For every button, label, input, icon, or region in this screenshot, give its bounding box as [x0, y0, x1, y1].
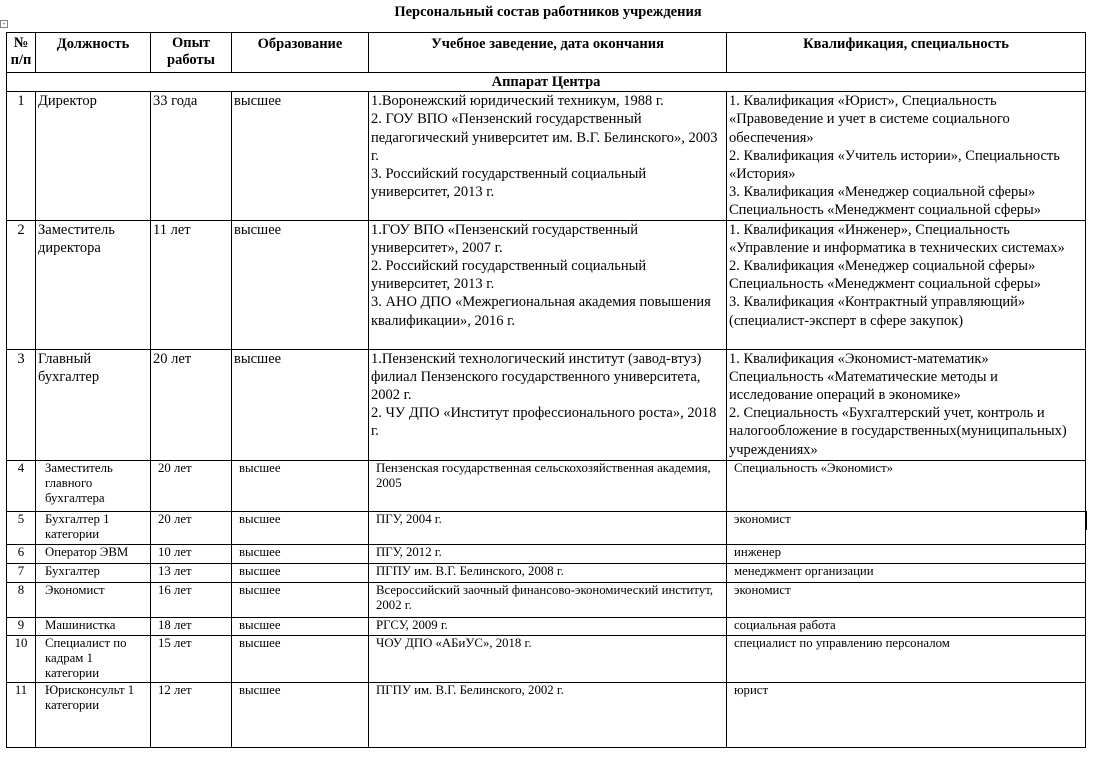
cell-institution: [369, 92, 727, 220]
institution-line: 1.Пензенский технологический институт (завод-втуз) филиал Пензенского государственного университета, 2002 г.: [371, 350, 702, 404]
cell-experience: 15 лет: [151, 635, 232, 682]
cell-position: Заместитель директора: [36, 220, 151, 349]
cell-qualification: менеджмент организации: [727, 563, 1086, 582]
table-row: [7, 92, 1086, 220]
table-row: [7, 349, 1086, 460]
table-row: [7, 582, 1086, 617]
institution-line: 1.Воронежский юридический техникум, 1988 г.: [371, 93, 664, 110]
cell-num: 8: [7, 582, 36, 617]
cell-education: высшее: [232, 92, 369, 220]
cell-position: Бухгалтер: [36, 563, 151, 582]
cell-institution: Пензенская государственная сельскохозяйственная академия, 2005: [369, 460, 727, 511]
cell-institution: РГСУ, 2009 г.: [369, 617, 727, 635]
section-row: [7, 73, 1086, 92]
qualification-line: 3. Квалификация «Контрактный управляющий» (специалист-эксперт в сфере закупок): [729, 294, 1026, 329]
cell-position: Оператор ЭВМ: [36, 544, 151, 563]
cell-experience: 16 лет: [151, 582, 232, 617]
cell-experience: 12 лет: [151, 682, 232, 747]
cell-institution: ЧОУ ДПО «АБиУС», 2018 г.: [369, 635, 727, 682]
cell-num: 5: [7, 511, 36, 544]
cell-qualification: специалист по управлению персоналом: [727, 635, 1086, 682]
qualification-line: 1. Квалификация «Экономист-математик» Специальность «Математические методы и исследование операций в экономике»: [729, 350, 998, 404]
cell-experience: 20 лет: [151, 460, 232, 511]
cell-qualification: экономист: [727, 511, 1086, 544]
table-row: [7, 460, 1086, 511]
cell-institution: ПГУ, 2004 г.: [369, 511, 727, 544]
cell-institution: ПГПУ им. В.Г. Белинского, 2002 г.: [369, 682, 727, 747]
qualification-line: 3. Квалификация «Менеджер социальной сферы» Специальность «Менеджмент социальной сферы»: [729, 184, 1041, 219]
table-row: [7, 635, 1086, 682]
cell-num: 3: [7, 349, 36, 460]
table-move-handle-icon[interactable]: +: [0, 20, 8, 28]
institution-line: 2. Российский государственный социальный университет, 2013 г.: [371, 258, 647, 293]
cell-institution: [369, 349, 727, 460]
cell-num: 11: [7, 682, 36, 747]
cell-qualification: [727, 349, 1086, 460]
staff-table: [6, 32, 1086, 748]
cell-num: 4: [7, 460, 36, 511]
cell-experience: 18 лет: [151, 617, 232, 635]
header-qualification: Квалификация, специальность: [727, 33, 1086, 73]
cell-position: Экономист: [36, 582, 151, 617]
header-position: Должность: [36, 33, 151, 73]
cell-position: Машинистка: [36, 617, 151, 635]
cell-experience: 20 лет: [151, 511, 232, 544]
header-experience: Опыт работы: [151, 33, 232, 73]
cell-experience: 11 лет: [151, 220, 232, 349]
qualification-line: 1. Квалификация «Юрист», Специальность «Правоведение и учет в системе социального обеспечения»: [729, 93, 1010, 146]
table-row: [7, 544, 1086, 563]
table-row: [7, 682, 1086, 747]
cell-qualification: юрист: [727, 682, 1086, 747]
table-row: [7, 511, 1086, 544]
table-edge-marker: [1086, 511, 1087, 530]
cell-institution: ПГУ, 2012 г.: [369, 544, 727, 563]
qualification-line: 1. Квалификация «Инженер», Специальность «Управление и информатика в технических системах»: [729, 221, 1065, 256]
document-title: Персональный состав работников учреждения: [394, 4, 702, 20]
cell-position: Юрисконсульт 1 категории: [36, 682, 151, 747]
table-header-row: [7, 33, 1086, 73]
header-education: Образование: [232, 33, 369, 73]
institution-line: 3. Российский государственный социальный университет, 2013 г.: [371, 166, 647, 201]
header-institution: Учебное заведение, дата окончания: [369, 33, 727, 73]
cell-position: Заместитель главного бухгалтера: [36, 460, 151, 511]
cell-num: 7: [7, 563, 36, 582]
institution-line: 1.ГОУ ВПО «Пензенский государственный университет», 2007 г.: [371, 221, 638, 256]
cell-education: высшее: [232, 582, 369, 617]
institution-line: 3. АНО ДПО «Межрегиональная академия повышения квалификации», 2016 г.: [371, 294, 711, 329]
cell-education: высшее: [232, 617, 369, 635]
cell-experience: 20 лет: [151, 349, 232, 460]
cell-num: 2: [7, 220, 36, 349]
cell-qualification: инженер: [727, 544, 1086, 563]
cell-institution: [369, 220, 727, 349]
section-title: Аппарат Центра: [7, 73, 1086, 92]
header-num: № п/п: [7, 33, 36, 73]
qualification-line: 2. Специальность «Бухгалтерский учет, контроль и налогообложение в государственных(муниципальных) учреждениях»: [729, 405, 1067, 458]
cell-position: Директор: [36, 92, 151, 220]
institution-line: 2. ГОУ ВПО «Пензенский государственный педагогический университет им. В.Г. Белинского», 2003 г.: [371, 111, 718, 164]
cell-position: Главный бухгалтер: [36, 349, 151, 460]
cell-education: высшее: [232, 563, 369, 582]
cell-num: 6: [7, 544, 36, 563]
cell-institution: Всероссийский заочный финансово-экономический институт, 2002 г.: [369, 582, 727, 617]
cell-education: высшее: [232, 349, 369, 460]
cell-position: Бухгалтер 1 категории: [36, 511, 151, 544]
cell-qualification: [727, 220, 1086, 349]
cell-position: Специалист по кадрам 1 категории: [36, 635, 151, 682]
cell-experience: 33 года: [151, 92, 232, 220]
table-row: [7, 563, 1086, 582]
cell-education: высшее: [232, 511, 369, 544]
cell-qualification: [727, 92, 1086, 220]
qualification-line: 2. Квалификация «Учитель истории», Специальность «История»: [729, 147, 1060, 183]
cell-experience: 13 лет: [151, 563, 232, 582]
table-row: [7, 220, 1086, 349]
institution-line: 2. ЧУ ДПО «Институт профессионального роста», 2018 г.: [371, 405, 717, 440]
cell-education: высшее: [232, 220, 369, 349]
cell-qualification: социальная работа: [727, 617, 1086, 635]
cell-qualification: Специальность «Экономист»: [727, 460, 1086, 511]
cell-education: высшее: [232, 682, 369, 747]
cell-num: 9: [7, 617, 36, 635]
cell-education: высшее: [232, 635, 369, 682]
cell-experience: 10 лет: [151, 544, 232, 563]
cell-num: 10: [7, 635, 36, 682]
cell-education: высшее: [232, 460, 369, 511]
cell-education: высшее: [232, 544, 369, 563]
cell-qualification: экономист: [727, 582, 1086, 617]
cell-institution: ПГПУ им. В.Г. Белинского, 2008 г.: [369, 563, 727, 582]
cell-num: 1: [7, 92, 36, 220]
table-row: [7, 617, 1086, 635]
qualification-line: 2. Квалификация «Менеджер социальной сферы» Специальность «Менеджмент социальной сферы»: [729, 258, 1041, 293]
